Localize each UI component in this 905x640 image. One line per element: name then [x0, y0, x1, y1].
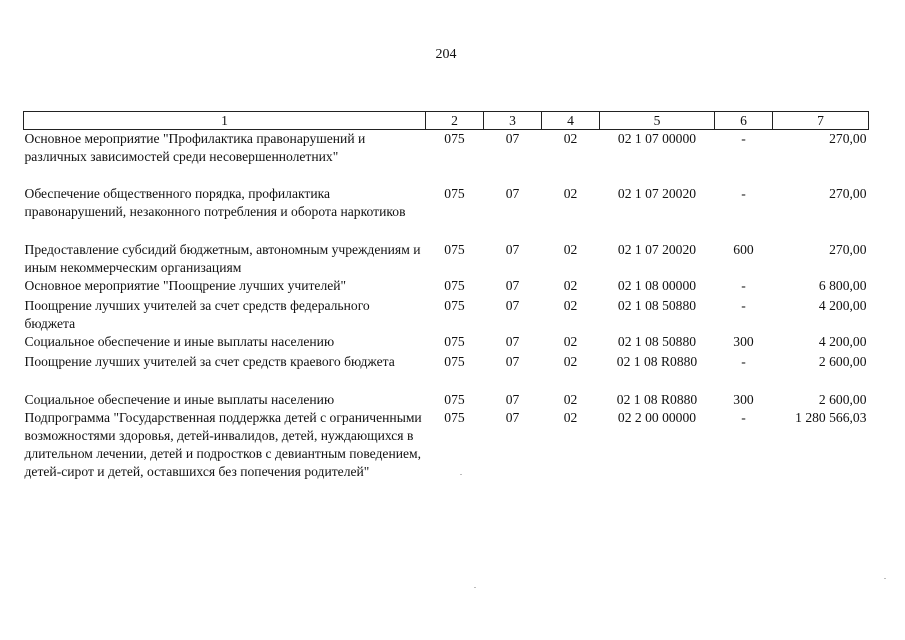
row-cell-6: - — [741, 353, 746, 369]
row-cell-2: 075 — [444, 277, 465, 293]
scan-speck — [460, 474, 462, 475]
row-cell-5: 02 1 07 20020 — [617, 241, 697, 257]
header-row — [24, 112, 869, 130]
row-cell-6: 600 — [733, 241, 754, 257]
budget-table — [23, 111, 869, 499]
row-name: Подпрограмма "Государственная поддержка детей с ограниченными возможностями здоровья, детей-инвалидов, детей, нуждающихся в длительном лечении, детей и подростков с девиантным поведением, детей-сирот и детей, оставшихся без попечения родителей" — [24, 409, 422, 479]
row-cell-2: 075 — [444, 131, 465, 146]
table-row — [24, 130, 869, 185]
row-cell-5: 02 2 00 00000 — [617, 409, 697, 425]
row-cell-7: 4 200,00 — [818, 297, 867, 313]
row-name: Социальное обеспечение и иные выплаты населению — [24, 333, 335, 349]
table-row — [24, 185, 869, 241]
column-header-5: 5 — [600, 112, 715, 130]
row-cell-7: 6 800,00 — [818, 277, 867, 293]
row-cell-6: 300 — [733, 333, 754, 349]
row-cell-3: 07 — [505, 185, 520, 201]
row-cell-2: 075 — [444, 391, 465, 407]
table-row — [24, 277, 869, 297]
row-cell-2: 075 — [444, 353, 465, 369]
row-cell-3: 07 — [505, 391, 520, 407]
row-cell-5: 02 1 08 50880 — [617, 297, 697, 313]
row-cell-7: 1 280 566,03 — [795, 409, 867, 425]
row-cell-6: - — [741, 185, 746, 201]
row-name: Основное мероприятие "Поощрение лучших учителей" — [24, 277, 347, 293]
page-number: 204 — [435, 47, 457, 62]
row-cell-4: 02 — [563, 131, 578, 146]
row-cell-6: - — [741, 277, 746, 293]
column-header-7: 7 — [773, 112, 869, 130]
row-cell-7: 270,00 — [829, 131, 867, 146]
row-name: Поощрение лучших учителей за счет средств федерального бюджета — [24, 297, 370, 331]
row-cell-5: 02 1 08 00000 — [617, 277, 697, 293]
row-cell-5: 02 1 08 R0880 — [616, 353, 698, 369]
row-cell-5: 02 1 07 20020 — [617, 185, 697, 201]
table-row — [24, 241, 869, 277]
column-header-1: 1 — [24, 112, 426, 130]
scan-speck — [474, 587, 476, 588]
row-cell-4: 02 — [563, 333, 578, 349]
column-header-6: 6 — [715, 112, 773, 130]
row-name: Основное мероприятие "Профилактика правонарушений и различных зависимостей среди несовершеннолетних" — [24, 131, 366, 164]
column-header-2: 2 — [426, 112, 484, 130]
row-cell-7: 270,00 — [829, 185, 867, 201]
row-name: Предоставление субсидий бюджетным, автономным учреждениям и иным некоммерческим организациям — [24, 241, 421, 275]
row-cell-7: 270,00 — [829, 241, 867, 257]
row-cell-6: - — [741, 297, 746, 313]
row-cell-3: 07 — [505, 241, 520, 257]
row-cell-7: 4 200,00 — [818, 333, 867, 349]
row-cell-2: 075 — [444, 241, 465, 257]
table-row — [24, 333, 869, 353]
row-cell-2: 075 — [444, 333, 465, 349]
row-cell-5: 02 1 08 R0880 — [616, 391, 698, 407]
row-cell-7: 2 600,00 — [818, 353, 867, 369]
row-cell-3: 07 — [505, 409, 520, 425]
row-cell-4: 02 — [563, 185, 578, 201]
row-cell-2: 075 — [444, 409, 465, 425]
row-cell-4: 02 — [563, 353, 578, 369]
row-cell-5: 02 1 08 50880 — [617, 333, 697, 349]
table-row — [24, 391, 869, 409]
row-cell-4: 02 — [563, 297, 578, 313]
table-row — [24, 297, 869, 333]
row-cell-6: - — [741, 131, 746, 146]
row-cell-6: 300 — [733, 391, 754, 407]
row-cell-3: 07 — [505, 353, 520, 369]
row-cell-6: - — [741, 409, 746, 425]
row-name: Поощрение лучших учителей за счет средств краевого бюджета — [24, 353, 395, 369]
row-name: Социальное обеспечение и иные выплаты населению — [24, 391, 335, 407]
row-cell-3: 07 — [505, 333, 520, 349]
table-row — [24, 353, 869, 391]
row-cell-4: 02 — [563, 391, 578, 407]
row-cell-3: 07 — [505, 277, 520, 293]
column-header-4: 4 — [542, 112, 600, 130]
row-cell-3: 07 — [505, 297, 520, 313]
column-header-3: 3 — [484, 112, 542, 130]
row-cell-3: 07 — [505, 131, 520, 146]
row-cell-7: 2 600,00 — [818, 391, 867, 407]
row-name: Обеспечение общественного порядка, профилактика правонарушений, незаконного потребления и оборота наркотиков — [24, 185, 406, 219]
row-cell-4: 02 — [563, 241, 578, 257]
row-cell-4: 02 — [563, 409, 578, 425]
scan-speck — [884, 578, 886, 579]
row-cell-4: 02 — [563, 277, 578, 293]
table-row — [24, 409, 869, 499]
row-cell-2: 075 — [444, 185, 465, 201]
row-cell-5: 02 1 07 00000 — [617, 131, 697, 146]
row-cell-2: 075 — [444, 297, 465, 313]
